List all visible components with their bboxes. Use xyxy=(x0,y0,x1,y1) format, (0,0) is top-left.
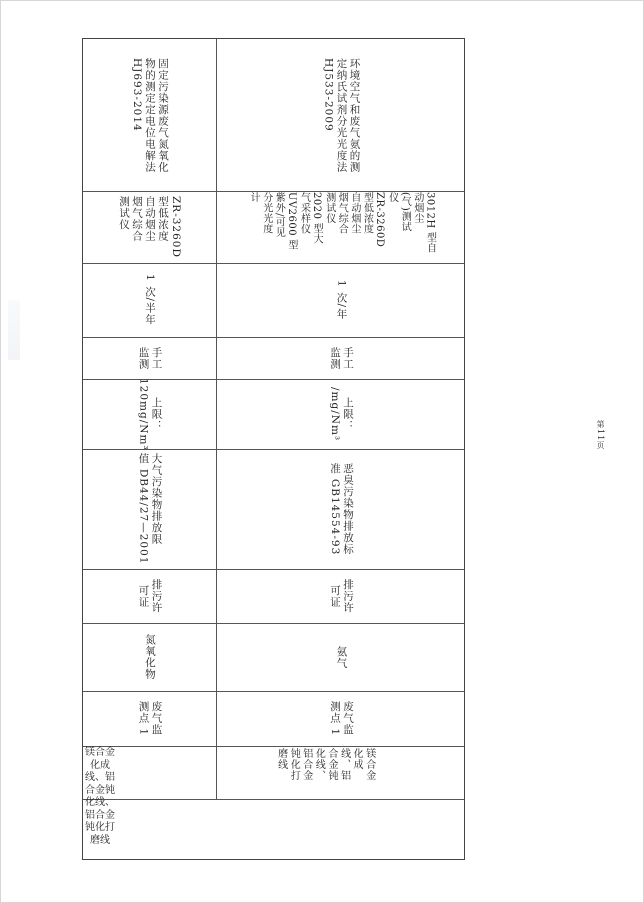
scan-artifact xyxy=(8,300,20,360)
r2-method: 环境空气和废气氨的测 定纳氏试剂分光光度法 HJ533-2009 xyxy=(322,57,361,173)
r1-standard: 大气污染物排放限 值 DB44/27—2001 xyxy=(137,453,163,565)
r1-standard-cell xyxy=(83,449,216,569)
r2-frequency-cell xyxy=(216,263,466,337)
r1-frequency: 1 次/半年 xyxy=(144,274,156,326)
r1-frequency-cell xyxy=(83,263,216,337)
r1-limit-cell xyxy=(83,379,216,449)
r1-pollutant: 氮氧化物 xyxy=(144,634,156,680)
r2-facility-cell xyxy=(83,746,466,799)
r1-instrument-cell xyxy=(83,191,216,263)
r2-facility: 镁合金 化成 线、铝 合金钝 化线、 铝合金 钝化打 磨线 xyxy=(275,748,375,781)
r2-point: 废气监 测点 1 xyxy=(329,700,354,737)
r1-basis-cell xyxy=(83,569,216,623)
r1-basis: 排污许 可证 xyxy=(137,578,163,614)
r1-method: 固定污染源废气氮氧化 物的测定定电位电解法 HJ693-2014 xyxy=(131,57,169,173)
r2-standard-cell xyxy=(216,449,466,569)
page-number: 第11页 xyxy=(596,420,605,451)
r1-instrument: ZR-3260D 型低浓度 自动烟尘 烟气综合 测试仪 xyxy=(118,196,182,258)
r1-mode-cell xyxy=(83,337,216,379)
monitoring-table xyxy=(82,38,465,860)
r2-pollutant-cell xyxy=(216,623,466,691)
r2-instrument-cell xyxy=(216,191,466,263)
r2-pollutant: 氨气 xyxy=(335,645,348,669)
empty-bottom-row xyxy=(83,799,466,861)
r2-point-cell xyxy=(216,691,466,746)
r2-monitoring-mode: 手工 监测 xyxy=(329,346,354,370)
r1-point: 废气监 测点 1 xyxy=(137,700,163,737)
r2-standard: 恶臭污染物排放标 准 GB14554-93 xyxy=(329,462,354,556)
r2-instrument: 3012H 型自 动烟尘 (气)测试 仪 ZR-3260D 型低浓度 自动烟尘 烟气综合 测试仪 2020 型大 气采样仪 UV2600 型 紫外/可见 分光光度 计 xyxy=(248,192,436,254)
r1-limit: 上限： 120mg/Nm³ xyxy=(137,377,163,451)
r1-monitoring-mode: 手工 监测 xyxy=(137,346,163,370)
r2-basis: 排污许 可证 xyxy=(329,578,354,614)
r2-frequency: 1 次/年 xyxy=(335,280,348,320)
r1-pollutant-cell xyxy=(83,623,216,691)
r2-limit: 上限： /mg/Nm³ xyxy=(329,386,354,442)
r1-facility: 镁合金 化成 线、铝 合金钝 化线、 铝合金 钝化打 磨线 xyxy=(85,747,115,846)
r2-limit-cell xyxy=(216,379,466,449)
r1-method-cell xyxy=(83,39,216,191)
r2-method-cell xyxy=(216,39,466,191)
r1-point-cell xyxy=(83,691,216,746)
r2-basis-cell xyxy=(216,569,466,623)
r2-mode-cell xyxy=(216,337,466,379)
